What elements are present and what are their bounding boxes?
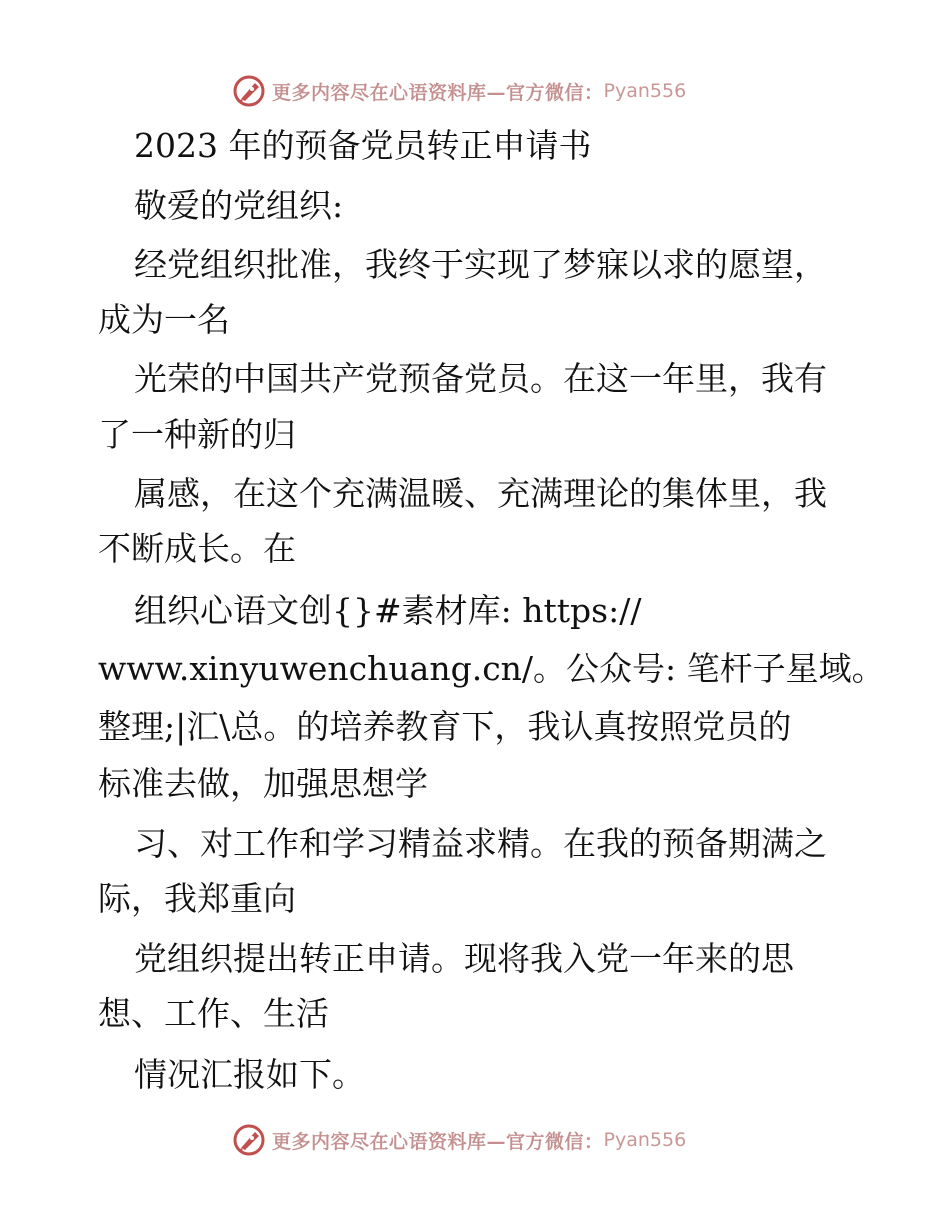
banner-text: 更多内容尽在心语资料库—官方微信： bbox=[272, 81, 604, 104]
body-line: 了一种新的归 bbox=[98, 415, 296, 454]
pen-logo-icon bbox=[232, 1123, 266, 1157]
body-line: 组织心语文创{}#素材库: https:// bbox=[134, 591, 642, 630]
header-banner bbox=[232, 74, 686, 108]
pen-logo-icon bbox=[232, 74, 266, 108]
body-line: 不断成长。在 bbox=[98, 529, 296, 568]
body-line: 属感，在这个充满温暖、充满理论的集体里，我 bbox=[134, 474, 827, 513]
banner-text: 更多内容尽在心语资料库—官方微信： bbox=[272, 1130, 604, 1153]
body-line: 党组织提出转正申请。现将我入党一年来的思 bbox=[134, 939, 794, 978]
salutation: 敬爱的党组织: bbox=[134, 186, 344, 225]
body-line: 光荣的中国共产党预备党员。在这一年里，我有 bbox=[134, 359, 827, 398]
body-line: 想、工作、生活 bbox=[98, 994, 329, 1033]
body-line: www.xinyuwenchuang.cn/。公众号: 笔杆子星域。 bbox=[98, 649, 885, 688]
footer-banner bbox=[232, 1123, 686, 1157]
body-line: 成为一名 bbox=[98, 300, 230, 339]
body-line: 情况汇报如下。 bbox=[134, 1055, 365, 1094]
body-line: 整理;|汇\总。的培养教育下，我认真按照党员的 bbox=[98, 707, 792, 746]
document-title: 2023 年的预备党员转正申请书 bbox=[134, 126, 592, 165]
body-line: 际，我郑重向 bbox=[98, 879, 296, 918]
body-line: 经党组织批准，我终于实现了梦寐以求的愿望， bbox=[134, 245, 827, 284]
body-line: 标准去做，加强思想学 bbox=[98, 764, 428, 803]
body-line: 习、对工作和学习精益求精。在我的预备期满之 bbox=[134, 824, 827, 863]
banner-wechat-id: Pyan556 bbox=[603, 1129, 687, 1151]
banner-wechat-id: Pyan556 bbox=[603, 80, 687, 102]
